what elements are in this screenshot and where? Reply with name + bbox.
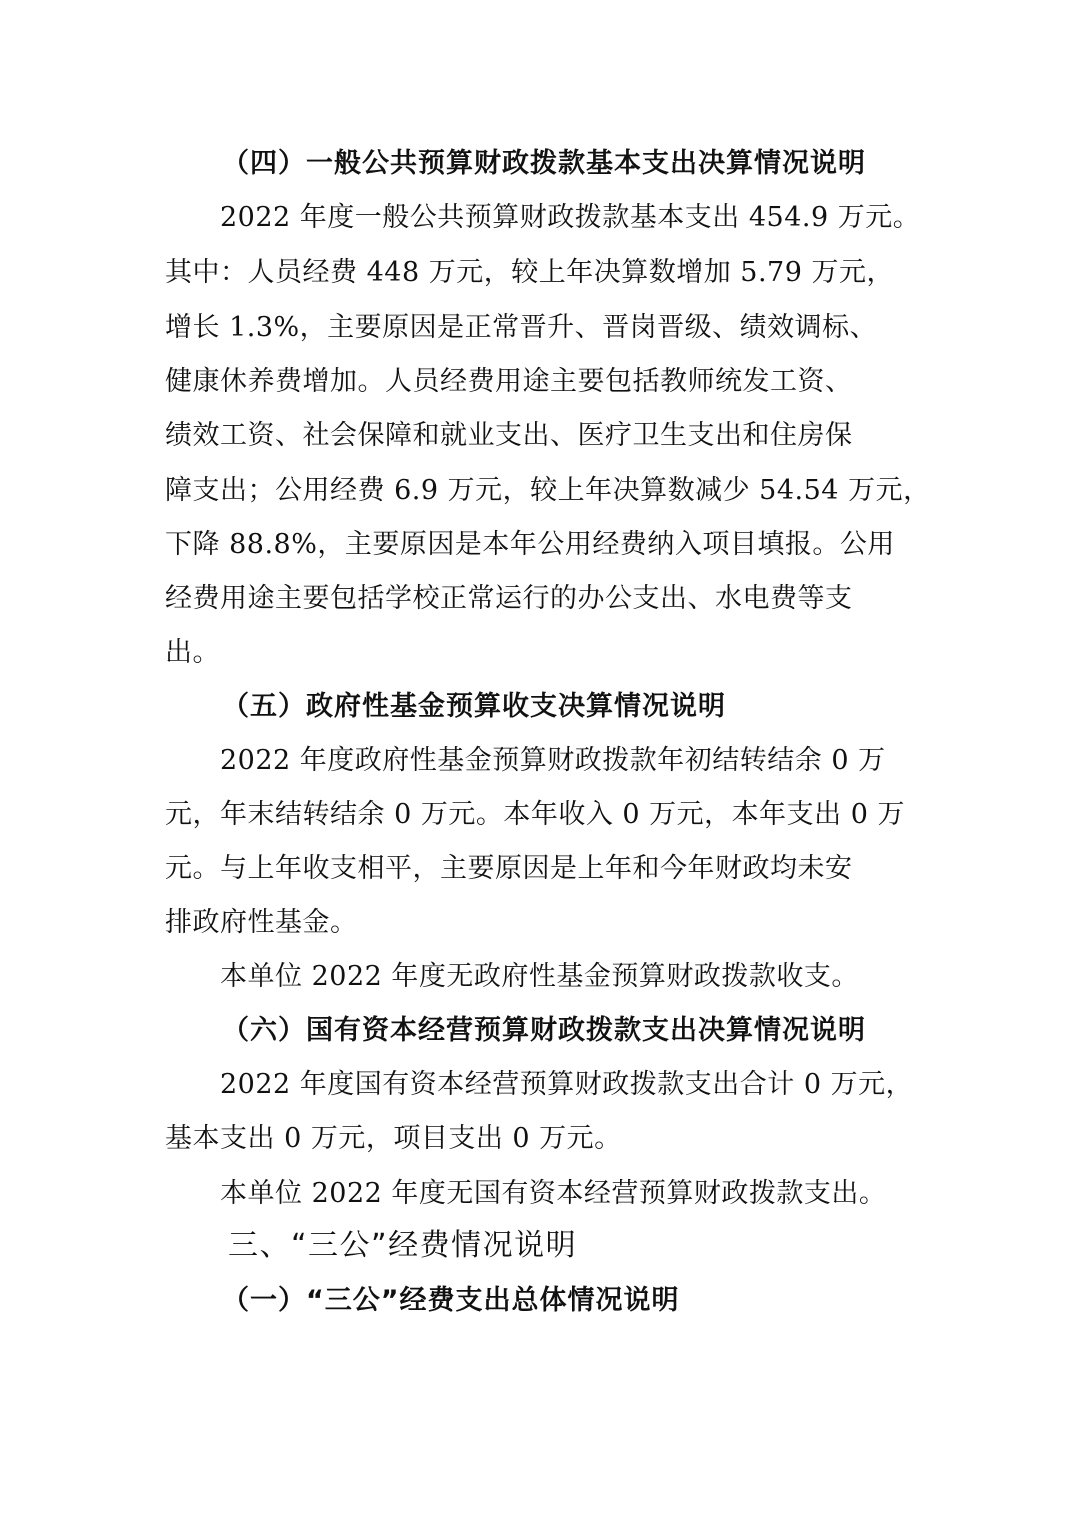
- section-heading-5: （五）政府性基金预算收支决算情况说明: [222, 691, 726, 722]
- paragraph-line: 其中：人员经费 448 万元，较上年决算数增加 5.79 万元，: [165, 257, 894, 288]
- paragraph-line: 增长 1.3%，主要原因是正常晋升、晋岗晋级、绩效调标、: [165, 312, 878, 343]
- section-heading-6: （六）国有资本经营预算财政拨款支出决算情况说明: [222, 1015, 866, 1046]
- subsection-heading-1: （一）“三公”经费支出总体情况说明: [222, 1285, 680, 1316]
- paragraph-line: 2022 年度一般公共预算财政拨款基本支出 454.9 万元。: [220, 202, 921, 233]
- paragraph-line: 元，年末结转结余 0 万元。本年收入 0 万元，本年支出 0 万: [165, 799, 906, 830]
- paragraph-line: 2022 年度政府性基金预算财政拨款年初结转结余 0 万: [220, 745, 886, 776]
- paragraph-note: 本单位 2022 年度无政府性基金预算财政拨款收支。: [220, 961, 859, 992]
- paragraph-line: 元。与上年收支相平，主要原因是上年和今年财政均未安: [165, 853, 853, 884]
- paragraph-line: 障支出；公用经费 6.9 万元，较上年决算数减少 54.54 万元，: [165, 475, 931, 506]
- part-title-3: 三、“三公”经费情况说明: [228, 1228, 578, 1263]
- paragraph-line: 出。: [165, 637, 220, 668]
- paragraph-line: 2022 年度国有资本经营预算财政拨款支出合计 0 万元，: [220, 1069, 914, 1100]
- paragraph-note: 本单位 2022 年度无国有资本经营预算财政拨款支出。: [220, 1178, 887, 1209]
- paragraph-line: 排政府性基金。: [165, 907, 358, 938]
- paragraph-line: 下降 88.8%，主要原因是本年公用经费纳入项目填报。公用: [165, 529, 895, 560]
- section-heading-4: （四）一般公共预算财政拨款基本支出决算情况说明: [222, 148, 866, 179]
- paragraph-line: 基本支出 0 万元，项目支出 0 万元。: [165, 1123, 622, 1154]
- paragraph-line: 绩效工资、社会保障和就业支出、医疗卫生支出和住房保: [165, 420, 853, 451]
- paragraph-line: 健康休养费增加。人员经费用途主要包括教师统发工资、: [165, 366, 853, 397]
- paragraph-line: 经费用途主要包括学校正常运行的办公支出、水电费等支: [165, 583, 853, 614]
